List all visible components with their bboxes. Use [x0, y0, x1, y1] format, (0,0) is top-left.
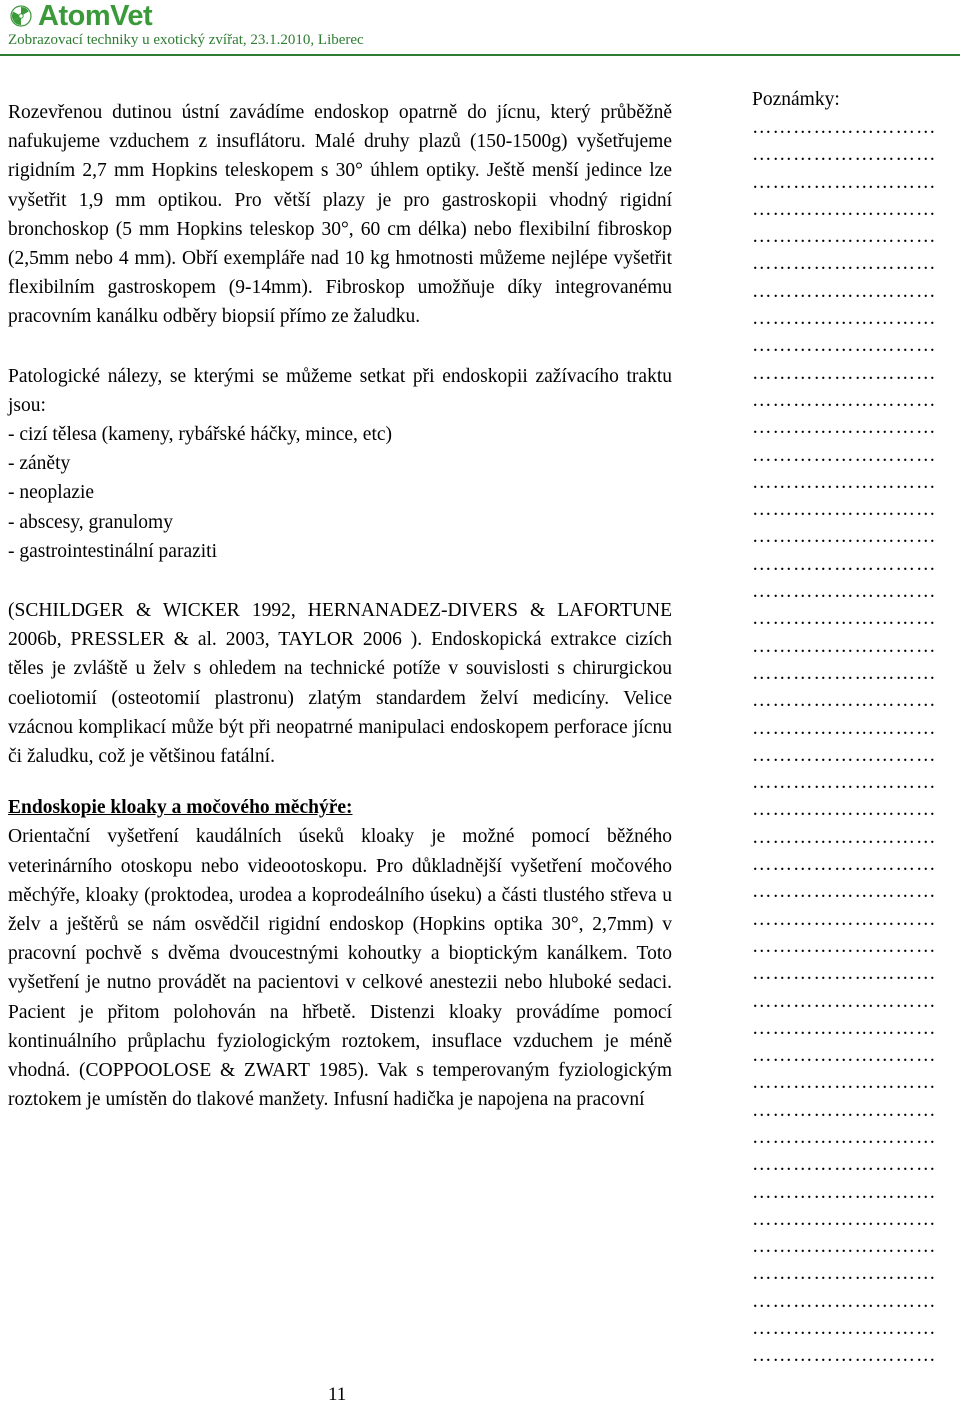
- notes-dotted-line: ………………………: [752, 1208, 937, 1230]
- notes-dotted-line: ………………………: [752, 963, 937, 985]
- notes-dotted-line: ………………………: [752, 772, 937, 794]
- notes-dotted-line: ………………………: [752, 1072, 937, 1094]
- notes-dotted-line: ………………………: [752, 198, 937, 220]
- list-item: - neoplazie: [8, 482, 95, 504]
- list-item: - abscesy, granulomy: [8, 511, 173, 533]
- notes-dotted-line: ………………………: [752, 417, 937, 439]
- paragraph-pathology-intro: Patologické nálezy, se kterými se můžeme setkat při endoskopii zažívacího traktu jsou:: [8, 365, 672, 416]
- radiation-trefoil-icon: [10, 5, 32, 27]
- notes-dotted-line: ………………………: [752, 444, 937, 466]
- notes-dotted-line: ………………………: [752, 826, 937, 848]
- main-text-column: [8, 98, 672, 1115]
- notes-title: Poznámky:: [752, 89, 840, 110]
- paragraph-references-extraction: (SCHILDGER & WICKER 1992, HERNANADEZ-DIVERS & LAFORTUNE 2006b, PRESSLER & al. 2003, TAYLOR 2006 ). Endoskopická extrakce cizích těles je zvláště u želv s ohledem na technické potíže v souvislosti s chirurgickou coeliotomií (osteotomií plastronu) zlatým standardem želví medicíny. Velice vzácnou komplikací může být při neopatrné manipulaci endoskopem perforace jícnu či žaludku, což je většinou fatální.: [8, 600, 672, 768]
- notes-dotted-line: ………………………: [752, 362, 937, 384]
- notes-dotted-line: ………………………: [752, 1126, 937, 1148]
- notes-lines: [752, 114, 958, 1370]
- notes-dotted-line: ………………………: [752, 471, 937, 493]
- notes-dotted-line: ………………………: [752, 1345, 937, 1367]
- notes-dotted-line: ………………………: [752, 581, 937, 603]
- notes-dotted-line: ………………………: [752, 990, 937, 1012]
- brand-name: AtomVet: [38, 0, 153, 32]
- notes-dotted-line: ………………………: [752, 1099, 937, 1121]
- notes-dotted-line: ………………………: [752, 499, 937, 521]
- notes-dotted-line: ………………………: [752, 881, 937, 903]
- notes-dotted-line: ………………………: [752, 1290, 937, 1312]
- notes-dotted-line: ………………………: [752, 526, 937, 548]
- notes-dotted-line: ………………………: [752, 717, 937, 739]
- page-number: 11: [328, 1384, 347, 1405]
- header-logo: [10, 0, 152, 32]
- paragraph-gastroscopy: Rozevřenou dutinou ústní zavádíme endoskop opatrně do jícnu, který průběžně nafukujeme vzduchem z insuflátoru. Malé druhy plazů (150-1500g) vyšetřujeme rigidním 2,7 mm Hopkins teleskopem s 30° úhlem optiky. Ještě menší jedince lze vyšetřit 1,9 mm optikou. Pro větší plazy je pro gastroskopii vhodný rigidní bronchoskop (5 mm Hopkins teleskop 30°, 60 cm délka) nebo flexibilní fibroskop (2,5mm nebo 4 mm). Obří exempláře nad 10 kg hmotnosti můžeme nejlépe vyšetřit flexibilním gastroskopem (9-14mm). Fibroskop umožňuje díky integrovanému pracovním kanálku odběry biopsií přímo ze žaludku.: [8, 102, 672, 328]
- notes-dotted-line: ………………………: [752, 1318, 937, 1340]
- notes-dotted-line: ………………………: [752, 1017, 937, 1039]
- header-subtitle: Zobrazovací techniky u exotický zvířat, 23.1.2010, Liberec: [8, 32, 364, 48]
- notes-dotted-line: ………………………: [752, 389, 937, 411]
- notes-dotted-line: ………………………: [752, 608, 937, 630]
- notes-dotted-line: ………………………: [752, 1181, 937, 1203]
- notes-dotted-line: ………………………: [752, 335, 937, 357]
- notes-dotted-line: ………………………: [752, 690, 937, 712]
- notes-dotted-line: ………………………: [752, 662, 937, 684]
- notes-dotted-line: ………………………: [752, 935, 937, 957]
- notes-dotted-line: ………………………: [752, 226, 937, 248]
- notes-dotted-line: ………………………: [752, 744, 937, 766]
- section-heading: Endoskopie kloaky a močového měchýře:: [8, 797, 353, 819]
- notes-dotted-line: ………………………: [752, 553, 937, 575]
- notes-dotted-line: ………………………: [752, 1045, 937, 1067]
- header-divider: [0, 54, 960, 56]
- notes-dotted-line: ………………………: [752, 1263, 937, 1285]
- notes-dotted-line: ………………………: [752, 799, 937, 821]
- notes-dotted-line: ………………………: [752, 908, 937, 930]
- notes-dotted-line: ………………………: [752, 280, 937, 302]
- paragraph-cloaca-endoscopy: Orientační vyšetření kaudálních úseků kloaky je možné pomocí běžného veterinárního otoskopu nebo videootoskopu. Pro důkladnější vyšetření močového měchýře, kloaky (proktodea, urodea a koprodeálního úseku) a části tlustého střeva u želv a ještěrů se nám osvědčil rigidní endoskop (Hopkins optika 30°, 2,7mm) v pracovní pochvě s dvěma dvoucestnými kohoutky a bioptickým kanálkem. Toto vyšetření je nutno provádět na pacientovi v celkové anestezii nebo hluboké sedaci. Pacient je přitom polohován na hřbetě. Distenzi kloaky provádíme pomocí kontinuálního průplachu fyziologickým roztokem, insuflace vzduchem je méně vhodná. (COPPOOLOSE & ZWART 1985). Vak s temperovaným fyziologickým roztokem je umístěn do tlakové manžety. Infusní hadička je napojena na pracovní: [8, 826, 672, 1111]
- notes-dotted-line: ………………………: [752, 253, 937, 275]
- list-item: - cizí tělesa (kameny, rybářské háčky, mince, etc): [8, 424, 393, 446]
- notes-column: [752, 86, 958, 1370]
- notes-dotted-line: ………………………: [752, 635, 937, 657]
- notes-dotted-line: ………………………: [752, 1236, 937, 1258]
- notes-dotted-line: ………………………: [752, 144, 937, 166]
- notes-dotted-line: ………………………: [752, 854, 937, 876]
- notes-dotted-line: ………………………: [752, 308, 937, 330]
- notes-dotted-line: ………………………: [752, 117, 937, 138]
- notes-dotted-line: ………………………: [752, 1154, 937, 1176]
- list-item: - gastrointestinální paraziti: [8, 540, 218, 562]
- list-item: - záněty: [8, 453, 71, 475]
- notes-dotted-line: ………………………: [752, 171, 937, 193]
